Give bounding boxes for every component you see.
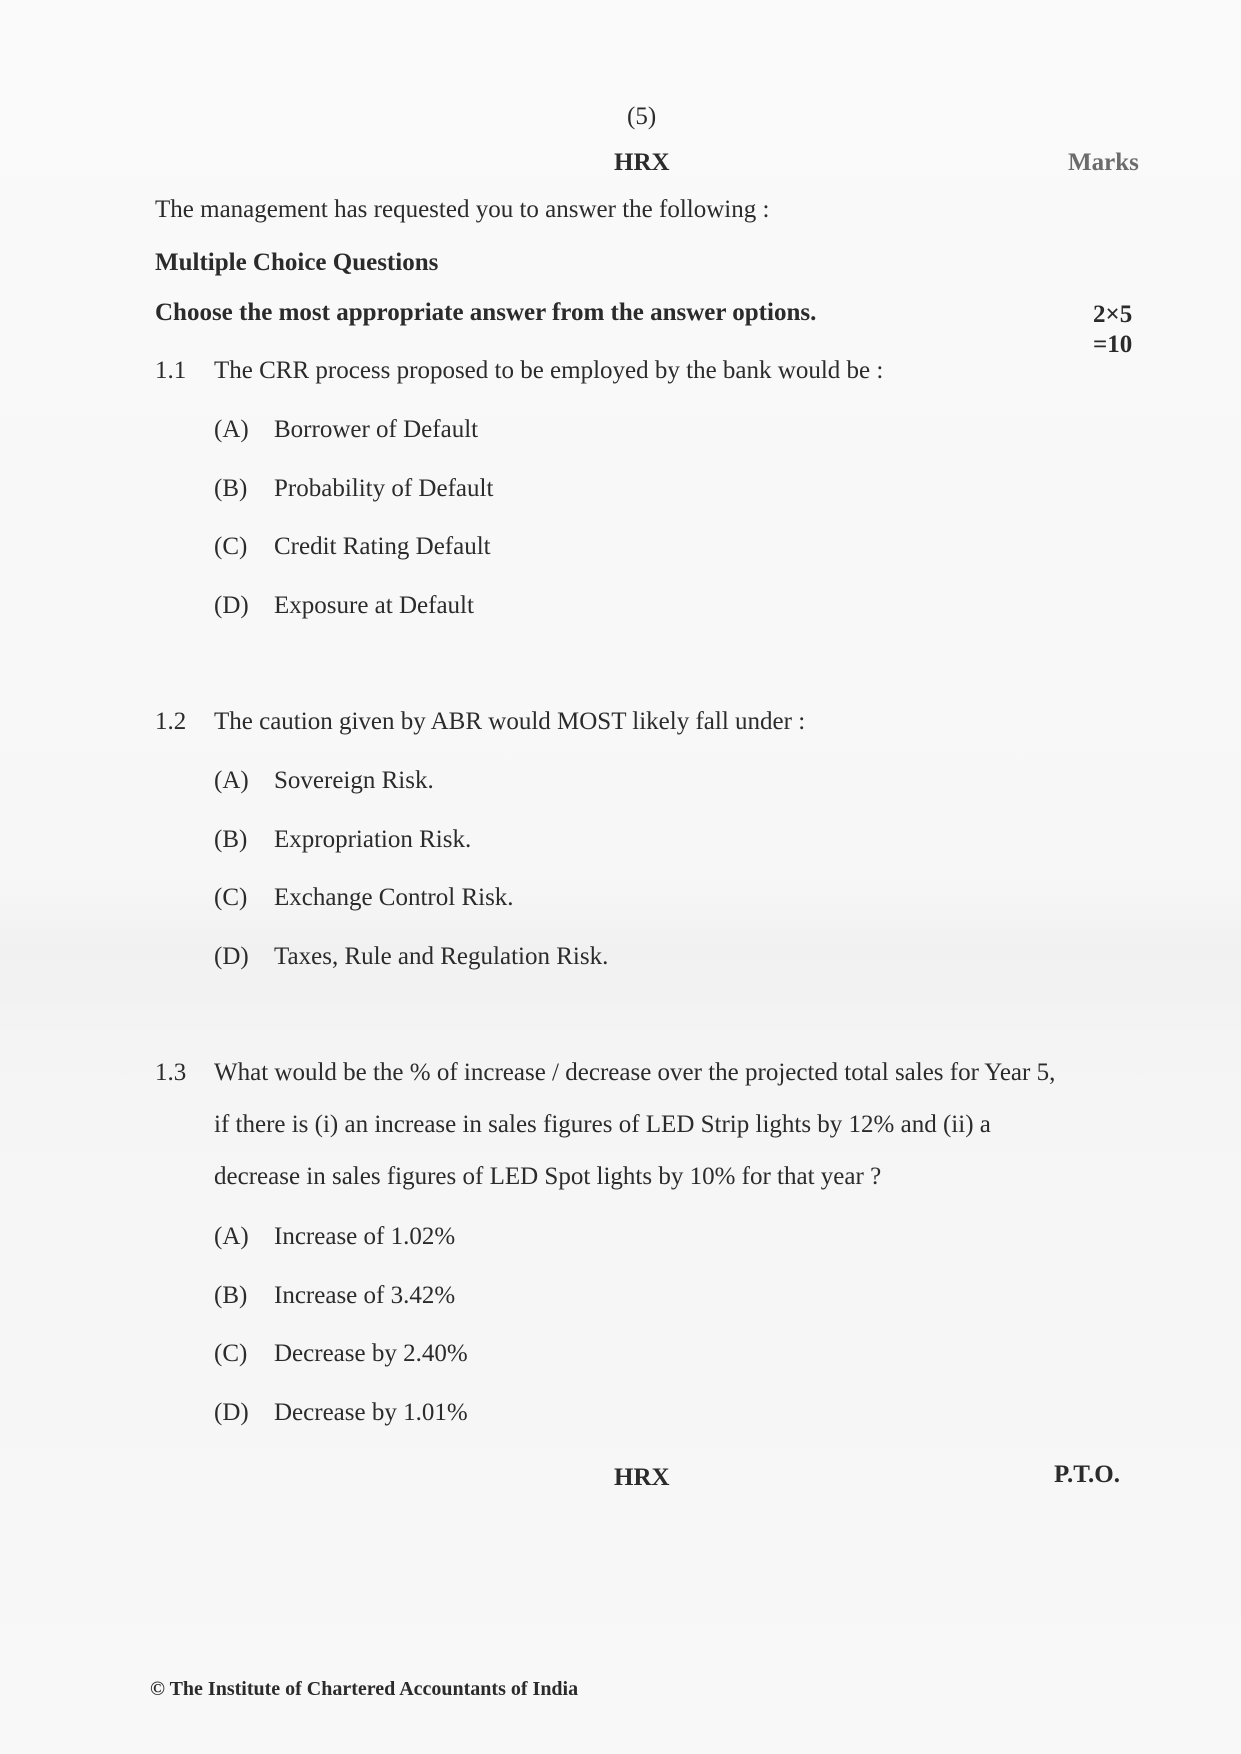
intro-text: The management has requested you to answer the following : <box>155 196 770 223</box>
option-b <box>214 825 471 855</box>
option-label: (C) <box>214 533 248 560</box>
question-number: 1.1 <box>155 357 187 384</box>
question-number: 1.2 <box>155 708 187 735</box>
option-text: Probability of Default <box>274 475 494 502</box>
option-text: Exposure at Default <box>274 592 474 619</box>
option-b <box>214 1281 455 1311</box>
option-text: Credit Rating Default <box>274 533 491 560</box>
option-text: Increase of 3.42% <box>274 1282 456 1309</box>
option-c <box>214 1339 468 1369</box>
option-label: (A) <box>214 416 249 443</box>
option-b <box>214 474 493 504</box>
option-text: Sovereign Risk. <box>274 767 434 794</box>
option-label: (C) <box>214 1340 248 1367</box>
option-text: Expropriation Risk. <box>274 826 472 853</box>
page-number: (5) <box>627 103 657 130</box>
instruction-text: Choose the most appropriate answer from the answer options. <box>155 299 817 326</box>
option-label: (B) <box>214 826 248 853</box>
option-text: Exchange Control Risk. <box>274 884 514 911</box>
option-label: (B) <box>214 475 248 502</box>
option-label: (D) <box>214 592 249 619</box>
question-text: The caution given by ABR would MOST likely fall under : <box>214 708 806 735</box>
option-label: (D) <box>214 943 249 970</box>
option-c <box>214 532 491 562</box>
option-text: Decrease by 1.01% <box>274 1399 468 1426</box>
option-text: Borrower of Default <box>274 416 479 443</box>
option-a <box>214 766 434 796</box>
option-label: (A) <box>214 1223 249 1250</box>
question-text: The CRR process proposed to be employed by the bank would be : <box>214 357 884 384</box>
paper-code-footer: HRX <box>614 1464 670 1491</box>
option-label: (A) <box>214 767 249 794</box>
option-text: Decrease by 2.40% <box>274 1340 468 1367</box>
marks-value-line1: 2×5 <box>1093 301 1133 328</box>
question-number: 1.3 <box>155 1059 187 1086</box>
option-d <box>214 1398 468 1428</box>
option-d <box>214 942 608 972</box>
option-d <box>214 591 474 621</box>
section-title: Multiple Choice Questions <box>155 249 439 276</box>
option-label: (D) <box>214 1399 249 1426</box>
copyright-footer: © The Institute of Chartered Accountants of India <box>150 1678 579 1700</box>
option-label: (C) <box>214 884 248 911</box>
question-text: What would be the % of increase / decrease over the projected total sales for Year 5, if there is (i) an increase in sales figures of LED Strip lights by 12% and (ii) a decrease in sales figures of LED Spot lights by 10% for that year ? <box>214 1059 1056 1190</box>
marks-value-line2: =10 <box>1093 331 1133 358</box>
pto-label: P.T.O. <box>1054 1461 1120 1488</box>
option-a <box>214 1222 455 1252</box>
option-text: Increase of 1.02% <box>274 1223 456 1250</box>
marks-label: Marks <box>1068 149 1139 176</box>
option-c <box>214 883 514 913</box>
option-label: (B) <box>214 1282 248 1309</box>
option-a <box>214 415 478 445</box>
paper-code-header: HRX <box>614 149 670 176</box>
option-text: Taxes, Rule and Regulation Risk. <box>274 943 609 970</box>
